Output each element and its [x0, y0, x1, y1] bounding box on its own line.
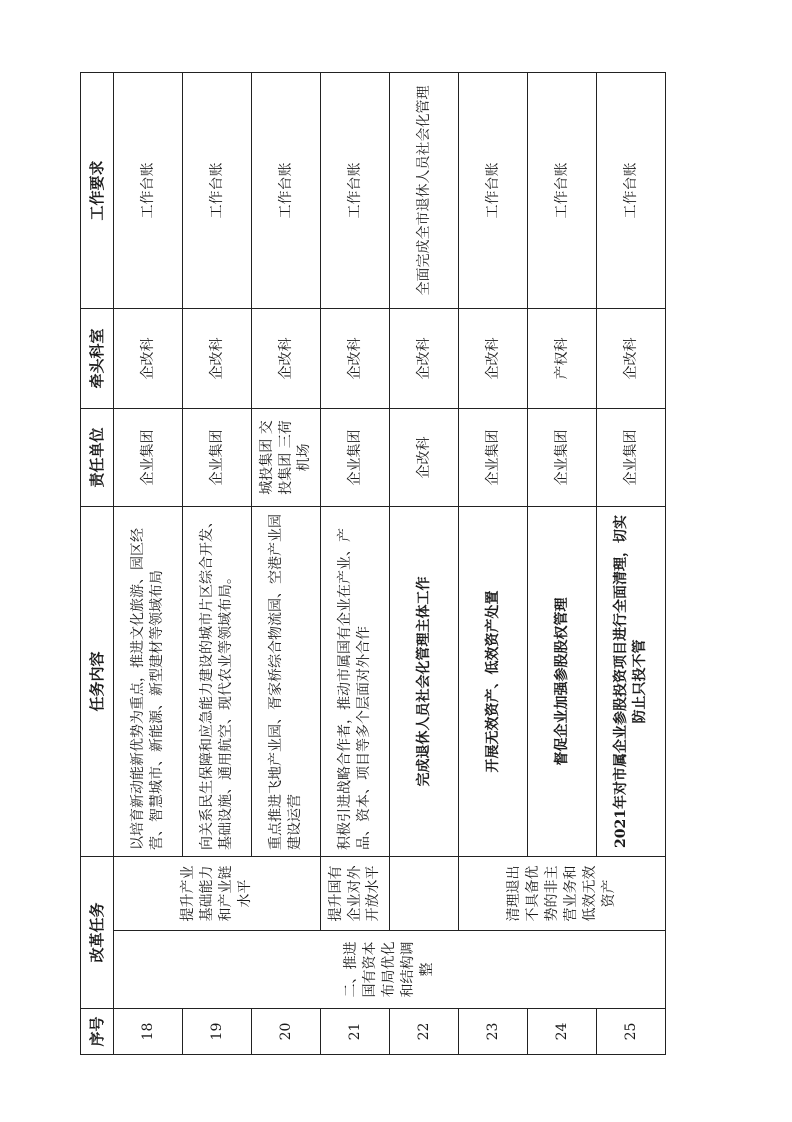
subtask-clear-assets: 清理退出不具备优势的非主营业务和低效无效资产	[459, 856, 666, 930]
table-row	[114, 72, 183, 1054]
row-content: 向关系民生保障和应急能力建设的城市片区综合开发、基础设施、通用航空、现代农业等领域布局。	[183, 506, 252, 856]
row-seq: 22	[390, 1009, 459, 1055]
subtask-opening-up: 提升国有企业对外开放水平	[321, 856, 390, 930]
table-row	[390, 72, 459, 1054]
table-row	[321, 72, 390, 1054]
row-dept: 企改科	[321, 308, 390, 408]
row-seq: 24	[528, 1009, 597, 1055]
row-dept: 企改科	[459, 308, 528, 408]
subtask-industry-chain: 提升产业基础能力和产业链水平	[114, 856, 321, 930]
row-req: 全面完成全市退休人员社会化管理	[390, 72, 459, 308]
row-content: 以培育新动能新优势为重点，推进文化旅游、园区经营、智慧城市、新能源、新型建材等领域布局	[114, 506, 183, 856]
row-content: 积极引进战略合作者，推动市属国有企业在产业、产品、资本、项目等多个层面对外合作	[321, 506, 390, 856]
row-unit: 企业集团	[114, 408, 183, 506]
row-dept: 企改科	[597, 308, 666, 408]
row-unit: 企业集团	[459, 408, 528, 506]
row-seq: 19	[183, 1009, 252, 1055]
header-reform-task: 改革任务	[81, 856, 114, 1008]
row-unit: 企业集团	[597, 408, 666, 506]
header-task-content: 任务内容	[81, 506, 114, 856]
row-req: 工作台账	[459, 72, 528, 308]
row-seq: 25	[597, 1009, 666, 1055]
row-unit: 企业集团	[183, 408, 252, 506]
row-req: 工作台账	[321, 72, 390, 308]
header-seq: 序号	[81, 1009, 114, 1055]
row-content: 督促企业加强参股股权管理	[528, 506, 597, 856]
row-content: 开展无效资产、低效资产处置	[459, 506, 528, 856]
header-lead-dept: 牵头科室	[81, 308, 114, 408]
row-unit: 企改科	[390, 408, 459, 506]
row-seq: 23	[459, 1009, 528, 1055]
row-req: 工作台账	[183, 72, 252, 308]
row-seq: 21	[321, 1009, 390, 1055]
subtask-empty	[390, 856, 459, 930]
row-seq: 20	[252, 1009, 321, 1055]
row-req: 工作台账	[114, 72, 183, 308]
row-dept: 产权科	[528, 308, 597, 408]
row-content: 重点推进飞地产业园、胥家桥综合物流园、空港产业园建设运营	[252, 506, 321, 856]
row-req: 工作台账	[252, 72, 321, 308]
row-seq: 18	[114, 1009, 183, 1055]
row-dept: 企改科	[390, 308, 459, 408]
row-req: 工作台账	[597, 72, 666, 308]
table-row	[459, 72, 528, 1054]
reform-task-table	[80, 72, 666, 1055]
row-content: 完成退休人员社会化管理主体工作	[390, 506, 459, 856]
row-unit: 企业集团	[528, 408, 597, 506]
row-dept: 企改科	[114, 308, 183, 408]
major-task-2: 二、推进国有资本布局优化和结构调整	[114, 931, 666, 1009]
header-row	[81, 72, 114, 1054]
row-dept: 企改科	[183, 308, 252, 408]
row-dept: 企改科	[252, 308, 321, 408]
header-work-req: 工作要求	[81, 72, 114, 308]
row-unit: 企业集团	[321, 408, 390, 506]
row-unit: 城投集团 交投集团 三荷机场	[252, 408, 321, 506]
header-resp-unit: 责任单位	[81, 408, 114, 506]
row-content: 2021年对市属企业参股投资项目进行全面清理，切实防止只投不管	[597, 506, 666, 856]
row-req: 工作台账	[528, 72, 597, 308]
